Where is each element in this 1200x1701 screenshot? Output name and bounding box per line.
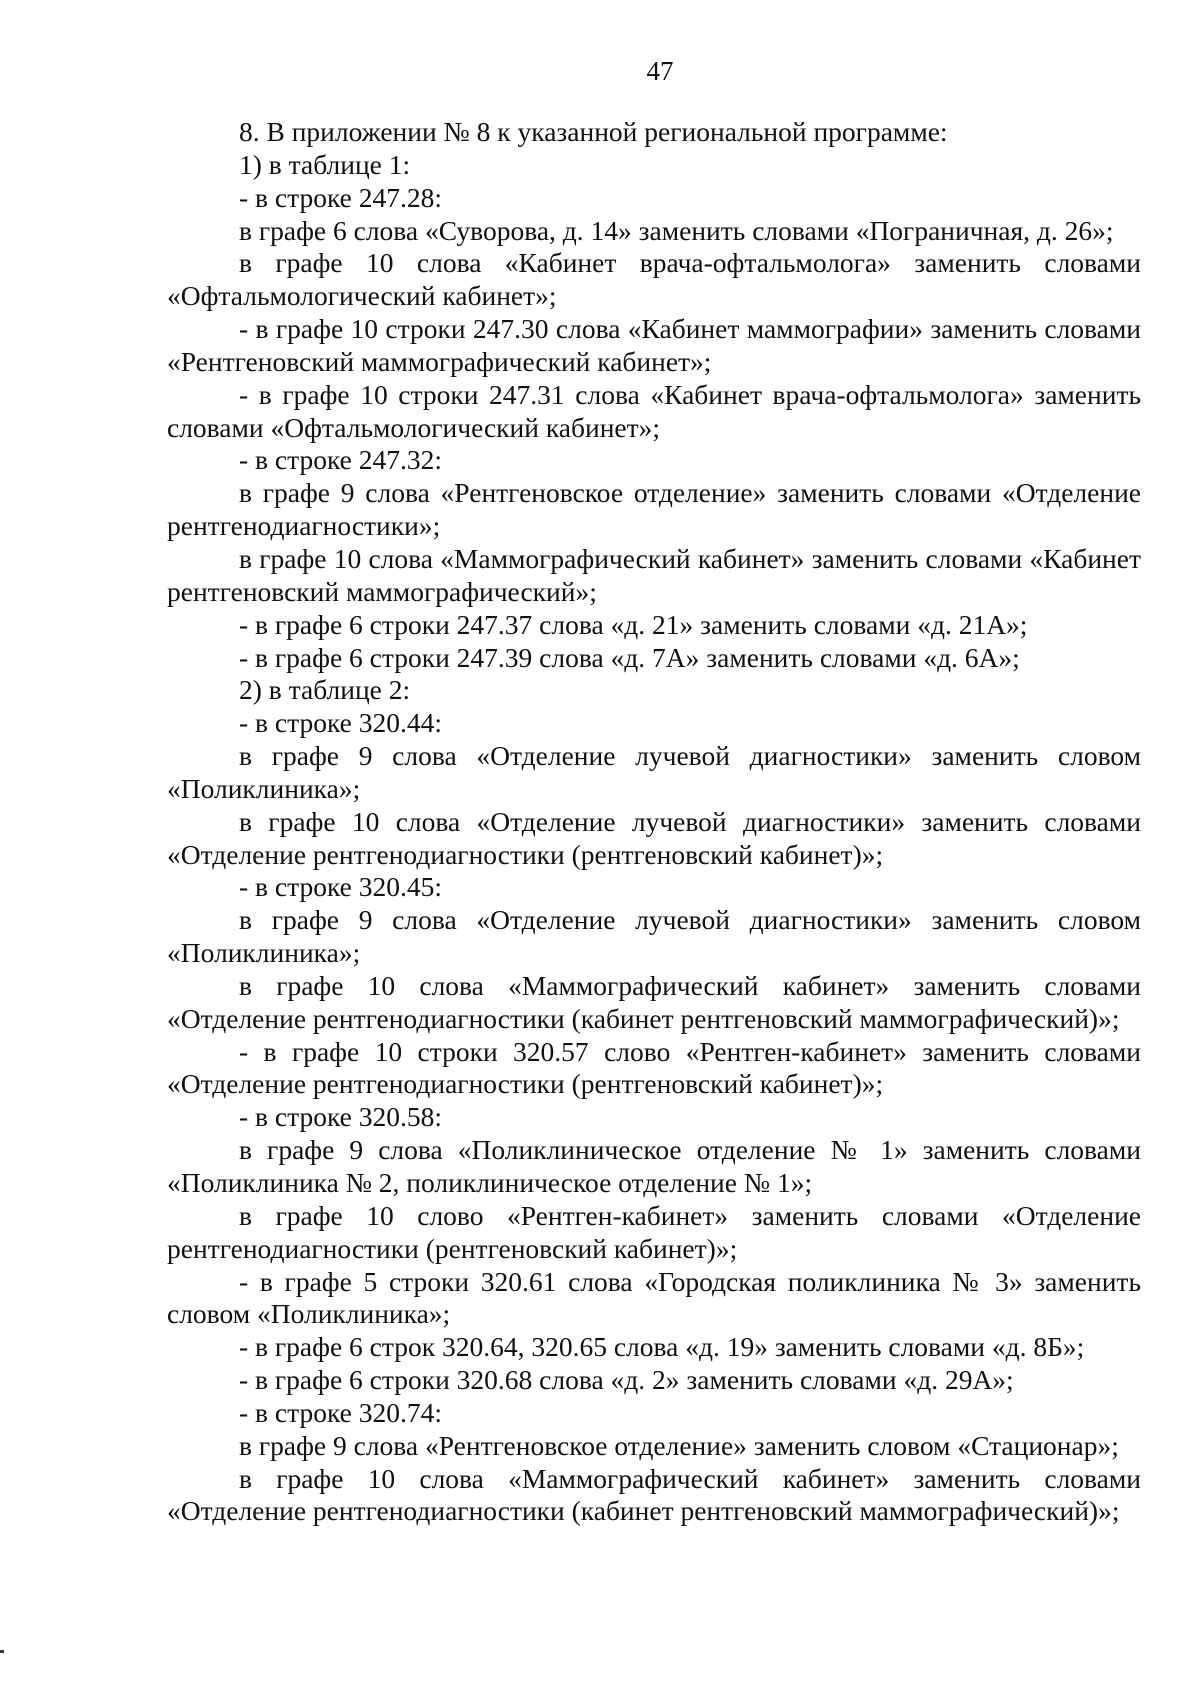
paragraph: в графе 10 слово «Рентген-кабинет» заменить словами «Отделение рентгенодиагностики (рентгеновский кабинет)»; (167, 1199, 1141, 1264)
paragraph-row-320-45: - в строке 320.45: (239, 871, 442, 903)
paragraph: - в графе 6 строки 247.37 слова «д. 21» заменить словами «д. 21А»; (239, 608, 1028, 640)
paragraph: - в графе 10 строки 247.31 слова «Кабинет врача-офтальмолога» заменить словами «Офтальмологический кабинет»; (167, 378, 1141, 443)
paragraph: - в графе 10 строки 247.30 слова «Кабинет маммографии» заменить словами «Рентгеновский маммографический кабинет»; (167, 313, 1141, 377)
paragraph-row-320-58: - в строке 320.58: (239, 1101, 442, 1133)
paragraph: - в графе 6 строки 320.68 слова «д. 2» заменить словами «д. 29А»; (239, 1364, 1014, 1396)
paragraph: - в графе 6 строки 247.39 слова «д. 7А» заменить словами «д. 6А»; (239, 641, 1020, 673)
paragraph: в графе 10 слова «Маммографический кабинет» заменить словами «Отделение рентгенодиагностики (кабинет рентгеновский маммографический)»; (167, 969, 1141, 1034)
paragraph-row-320-74: - в строке 320.74: (239, 1396, 442, 1428)
paragraph: в графе 9 слова «Рентгеновское отделение» заменить словом «Стационар»; (239, 1429, 1119, 1461)
paragraph-item-8: 8. В приложении № 8 к указанной региональной программе: (239, 116, 948, 147)
document-body (167, 116, 1141, 1528)
paragraph-row-247-32: - в строке 247.32: (239, 444, 442, 476)
paragraph: в графе 10 слова «Маммографический кабинет» заменить словами «Отделение рентгенодиагностики (кабинет рентгеновский маммографический)»; (167, 1462, 1141, 1527)
paragraph-table-1: 1) в таблице 1: (239, 148, 411, 180)
paragraph: в графе 9 слова «Отделение лучевой диагностики» заменить словом «Поликлиника»; (167, 740, 1141, 804)
scan-artifact (0, 1650, 4, 1653)
paragraph: в графе 10 слова «Отделение лучевой диагностики» заменить словами «Отделение рентгенодиагностики (рентгеновский кабинет)»; (167, 805, 1141, 870)
paragraph: в графе 10 слова «Кабинет врача-офтальмолога» заменить словами «Офтальмологический кабинет»; (167, 247, 1141, 312)
paragraph: в графе 9 слова «Отделение лучевой диагностики» заменить словом «Поликлиника»; (167, 904, 1141, 969)
paragraph: в графе 6 слова «Суворова, д. 14» заменить словами «Пограничная, д. 26»; (239, 214, 1114, 246)
paragraph-row-247-28: - в строке 247.28: (239, 181, 442, 213)
paragraph: - в графе 6 строк 320.64, 320.65 слова «д. 19» заменить словами «д. 8Б»; (239, 1331, 1085, 1363)
paragraph-row-320-44: - в строке 320.44: (239, 707, 442, 739)
paragraph: - в графе 10 строки 320.57 слово «Рентген-кабинет» заменить словами «Отделение рентгенодиагностики (рентгеновский кабинет)»; (167, 1035, 1141, 1100)
paragraph: - в графе 5 строки 320.61 слова «Городская поликлиника № 3» заменить словом «Поликлиника»; (167, 1265, 1141, 1330)
paragraph-table-2: 2) в таблице 2: (239, 674, 411, 706)
paragraph: в графе 9 слова «Рентгеновское отделение» заменить словами «Отделение рентгенодиагностики»; (167, 477, 1141, 542)
paragraph: в графе 9 слова «Поликлиническое отделение № 1» заменить словами «Поликлиника № 2, поликлиническое отделение № 1»; (167, 1134, 1141, 1198)
page-number: 47 (646, 56, 674, 86)
paragraph: в графе 10 слова «Маммографический кабинет» заменить словами «Кабинет рентгеновский маммографический»; (167, 542, 1141, 607)
